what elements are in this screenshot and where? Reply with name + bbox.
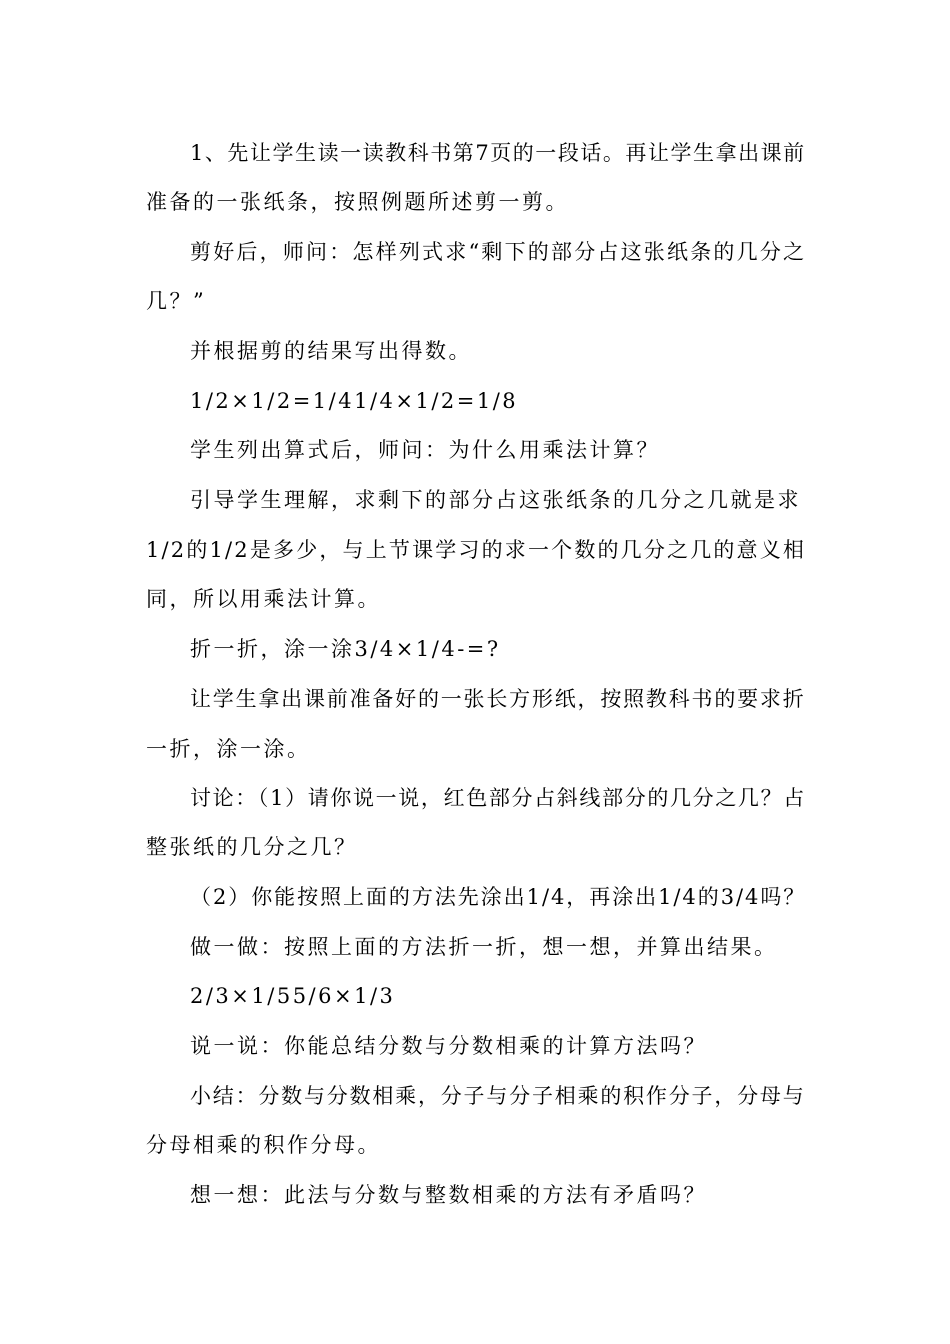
text-line: 分母相乘的积作分母。 bbox=[146, 1133, 381, 1157]
text-line: 让学生拿出课前准备好的一张长方形纸，按照教科书的要求折 bbox=[190, 687, 806, 711]
text-line: 做一做：按照上面的方法折一折，想一想，并算出结果。 bbox=[190, 935, 778, 959]
text-line: 同，所以用乘法计算。 bbox=[146, 587, 381, 611]
text-line: 讨论：（1）请你说一说，红色部分占斜线部分的几分之几？占 bbox=[190, 786, 806, 810]
text-line: 整张纸的几分之几？ bbox=[146, 835, 358, 859]
text-line: 说一说：你能总结分数与分数相乘的计算方法吗？ bbox=[190, 1034, 707, 1058]
text-line: 并根据剪的结果写出得数。 bbox=[190, 339, 472, 363]
text-line: 1/2×1/2=1/41/4×1/2=1/8 bbox=[190, 389, 519, 413]
text-line: 一折，涂一涂。 bbox=[146, 737, 311, 761]
text-line: 想一想：此法与分数与整数相乘的方法有矛盾吗？ bbox=[190, 1183, 707, 1207]
text-line: 剪好后，师问：怎样列式求“剩下的部分占这张纸条的几分之 bbox=[190, 240, 807, 264]
text-line: 小结：分数与分数相乘，分子与分子相乘的积作分子，分母与 bbox=[190, 1084, 806, 1108]
text-line: 几？” bbox=[146, 289, 207, 313]
text-line: 2/3×1/55/6×1/3 bbox=[190, 984, 396, 1008]
text-line: 1、先让学生读一读教科书第7页的一段话。再让学生拿出课前 bbox=[190, 141, 806, 165]
text-line: 学生列出算式后，师问：为什么用乘法计算？ bbox=[190, 438, 660, 462]
text-line: 折一折，涂一涂3/4×1/4-=? bbox=[190, 637, 501, 661]
text-line: （2）你能按照上面的方法先涂出1/4，再涂出1/4的3/4吗？ bbox=[190, 885, 807, 909]
text-line: 准备的一张纸条，按照例题所述剪一剪。 bbox=[146, 190, 569, 214]
text-line: 1/2的1/2是多少，与上节课学习的求一个数的几分之几的意义相 bbox=[146, 538, 807, 562]
text-line: 引导学生理解，求剩下的部分占这张纸条的几分之几就是求 bbox=[190, 488, 801, 512]
